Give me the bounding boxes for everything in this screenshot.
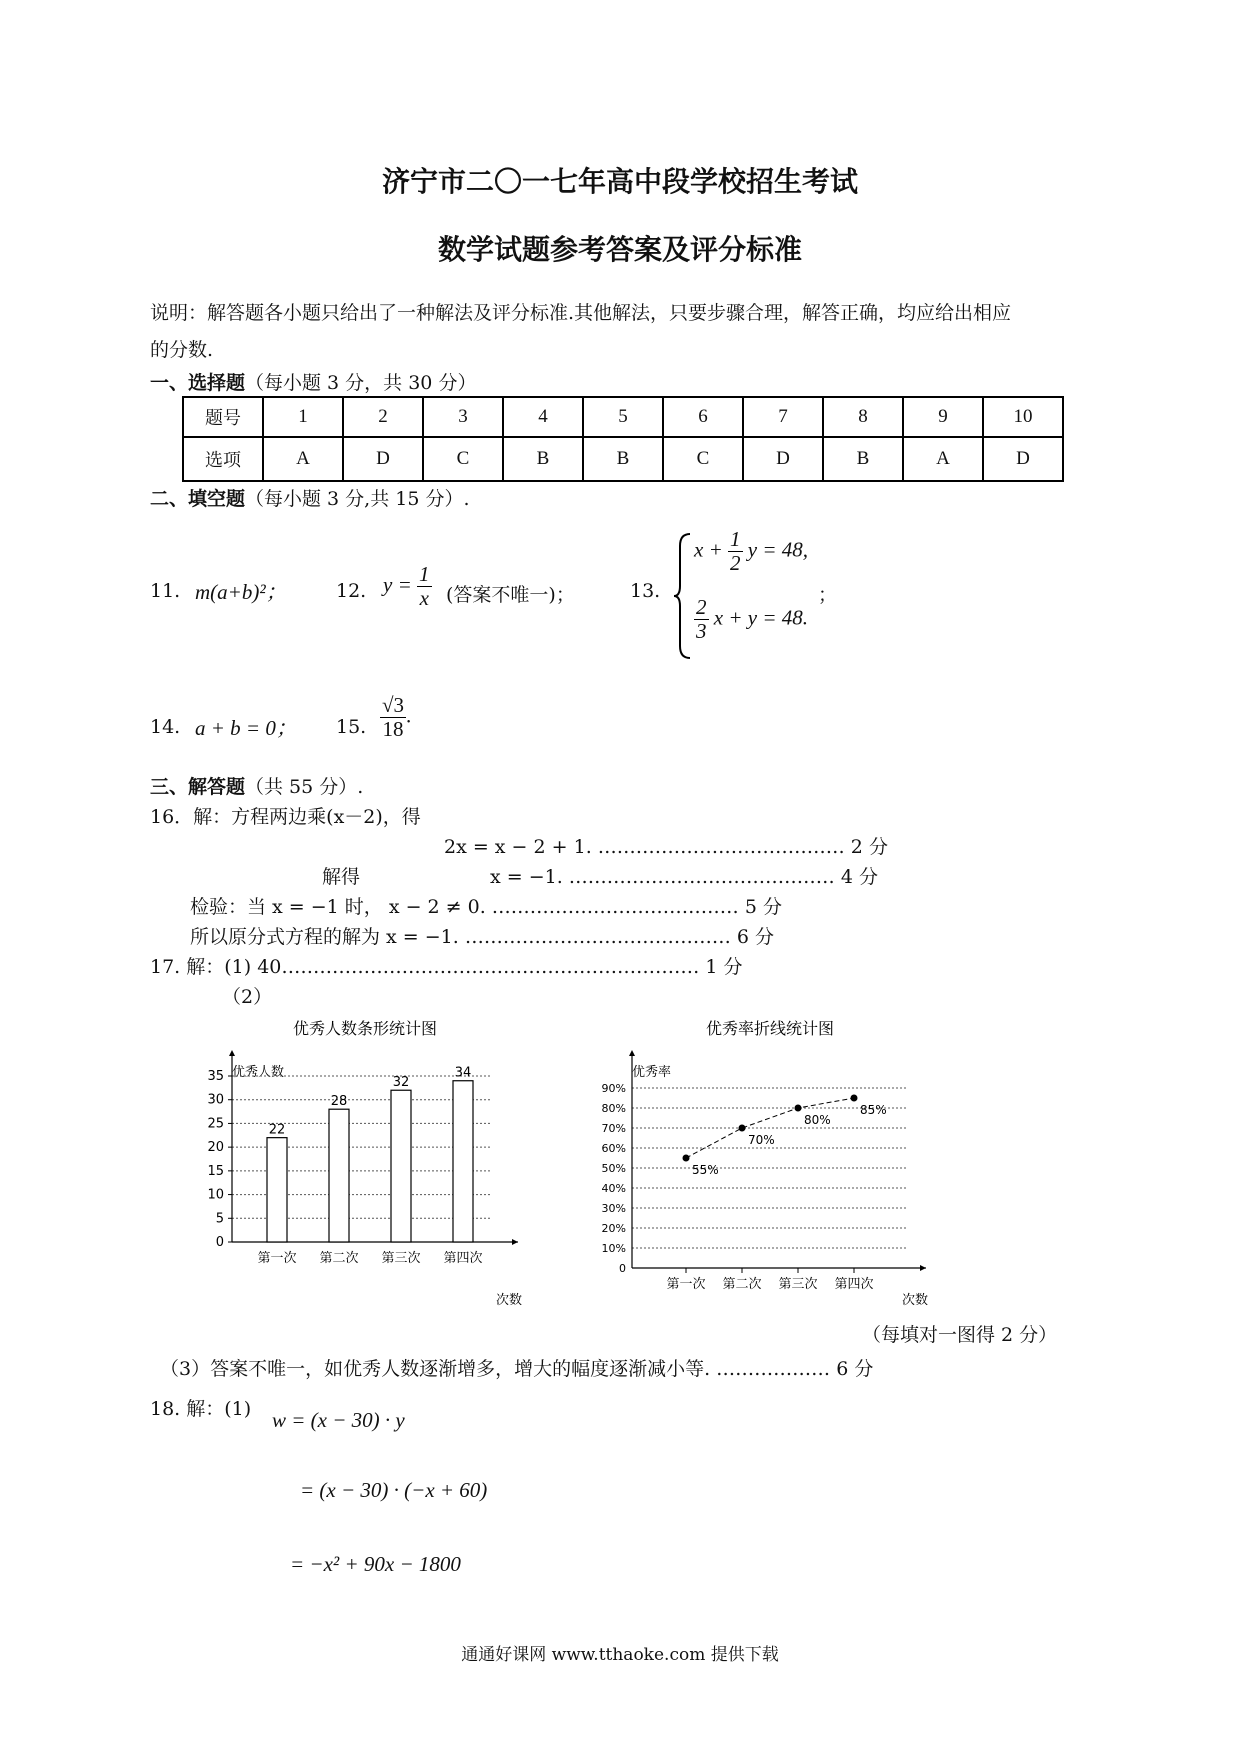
q18-expression-1: w = (x − 30) · y xyxy=(272,1408,405,1432)
q15-end: . xyxy=(406,703,412,728)
q11-number: 11. xyxy=(150,580,181,602)
q15-denominator: 18 xyxy=(382,717,404,742)
section-1-heading xyxy=(150,368,476,395)
bar-chart-category-label: 第一次 xyxy=(257,1251,297,1266)
answer-table-row-numbers xyxy=(183,397,1063,437)
answer-option: D xyxy=(343,437,423,481)
q12-lhs: y = xyxy=(383,572,412,597)
bar-chart-title: 优秀人数条形统计图 xyxy=(292,1019,438,1038)
bar-chart-ytick-label: 20 xyxy=(207,1140,224,1156)
section-1-title: 一、选择题 xyxy=(150,372,246,394)
section-3-subtitle: （共 55 分）. xyxy=(245,776,364,798)
line-chart-data-label: 55% xyxy=(692,1163,719,1177)
answer-option: B xyxy=(583,437,663,481)
line-chart-xlabel: 次数 xyxy=(901,1293,928,1308)
q16-line-3: x = −1. …………………………………… 4 分 xyxy=(490,866,878,888)
q13-end: ； xyxy=(818,584,838,606)
q14-answer: a + b = 0； xyxy=(195,716,297,740)
q16-line-1: 16．解：方程两边乘(x－2)，得 xyxy=(150,806,421,828)
section-3-title: 三、解答题 xyxy=(150,776,246,798)
q13-eq2-numerator: 2 xyxy=(696,595,707,619)
q12-answer xyxy=(383,563,432,610)
q18-expression-2: = (x − 30) · (−x + 60) xyxy=(300,1478,488,1502)
line-chart-ytick-label: 10% xyxy=(601,1242,626,1255)
bar-chart-ytick-label: 25 xyxy=(207,1116,224,1132)
q12-note: (答案不唯一)； xyxy=(446,584,575,606)
line-chart-category-label: 第二次 xyxy=(722,1277,762,1292)
bar-chart-ylabel: 优秀人数 xyxy=(232,1065,285,1080)
bar-chart-ytick-label: 30 xyxy=(207,1092,224,1108)
answer-option: B xyxy=(823,437,903,481)
answer-option: B xyxy=(503,437,583,481)
bar-chart-data-label: 34 xyxy=(454,1065,472,1081)
section-3-heading xyxy=(150,772,363,799)
line-chart-ytick-label: 70% xyxy=(601,1122,626,1135)
question-number: 1 xyxy=(263,397,343,437)
row-label-option: 选项 xyxy=(183,437,263,481)
q17-line-2: （2） xyxy=(222,986,273,1008)
bar-chart-category-label: 第三次 xyxy=(381,1251,421,1266)
bar-chart-ytick-label: 5 xyxy=(215,1211,224,1227)
page-subtitle: 数学试题参考答案及评分标准 xyxy=(437,233,802,266)
section-2-subtitle: （每小题 3 分,共 15 分）. xyxy=(245,488,470,510)
note-line-2: 的分数. xyxy=(150,339,214,361)
question-number: 3 xyxy=(423,397,503,437)
footer-text: 通通好课网 www.tthaoke.com 提供下载 xyxy=(461,1645,779,1665)
q12-number: 12. xyxy=(336,580,367,602)
q16-line-5: 所以原分式方程的解为 x = −1. …………………………………… 6 分 xyxy=(190,926,775,948)
answer-option: D xyxy=(983,437,1063,481)
q13-number: 13. xyxy=(630,580,661,602)
line-chart-ytick-label: 0 xyxy=(619,1262,626,1275)
question-number: 5 xyxy=(583,397,663,437)
question-number: 7 xyxy=(743,397,823,437)
page-title: 济宁市二〇一七年高中段学校招生考试 xyxy=(381,165,858,198)
q13-eq2-denominator: 3 xyxy=(696,619,707,644)
line-chart-category-label: 第一次 xyxy=(666,1277,706,1292)
question-number: 10 xyxy=(983,397,1063,437)
q14-number: 14. xyxy=(150,716,181,738)
q12-denominator: x xyxy=(419,586,429,611)
q17-line-1: 17. 解：(1) 40………………………………………………………… 1 分 xyxy=(150,956,743,978)
question-number: 2 xyxy=(343,397,423,437)
line-chart-ytick-label: 90% xyxy=(601,1082,626,1095)
bar-chart-bar xyxy=(391,1090,411,1242)
row-label-number: 题号 xyxy=(183,397,263,437)
q13-eq2-fraction xyxy=(694,596,709,643)
bar-chart-data-label: 32 xyxy=(392,1075,410,1091)
answer-table xyxy=(182,396,1064,482)
line-chart-xaxis-arrow xyxy=(920,1265,926,1271)
line-chart-title: 优秀率折线统计图 xyxy=(705,1019,835,1038)
line-chart-ytick-label: 60% xyxy=(601,1142,626,1155)
q11-answer: m(a+b)²； xyxy=(195,580,287,604)
question-number: 8 xyxy=(823,397,903,437)
q16-line-3-label: 解得 xyxy=(322,866,361,888)
q15-answer xyxy=(380,694,411,741)
bar-chart-xlabel: 次数 xyxy=(495,1293,522,1308)
line-chart-ylabel: 优秀率 xyxy=(632,1065,672,1080)
bar-chart-bar xyxy=(329,1109,349,1242)
line-chart-data-label: 80% xyxy=(804,1113,831,1127)
bar-chart-data-label: 22 xyxy=(268,1122,286,1138)
q12-fraction xyxy=(417,563,432,610)
q18-expression-3: = −x² + 90x − 1800 xyxy=(290,1552,461,1576)
bar-chart xyxy=(200,1012,540,1312)
line-chart-point xyxy=(851,1095,858,1102)
bar-chart-bar xyxy=(453,1081,473,1242)
q13-equation-1 xyxy=(694,528,808,575)
bar-chart-ytick-label: 0 xyxy=(215,1235,224,1250)
q16-line-2: 2x = x − 2 + 1. ………………………………… 2 分 xyxy=(444,836,888,858)
line-chart-point xyxy=(683,1155,690,1162)
answer-option: A xyxy=(903,437,983,481)
q13-eq2-b: x + y = 48. xyxy=(713,605,808,630)
line-chart-ytick-label: 40% xyxy=(601,1182,626,1195)
bar-chart-yaxis-arrow xyxy=(229,1050,235,1056)
answer-option: D xyxy=(743,437,823,481)
bar-chart-data-label: 28 xyxy=(330,1094,348,1110)
q16-line-4: 检验：当 x = −1 时， x − 2 ≠ 0. ………………………………… 5 分 xyxy=(190,896,782,918)
line-chart-data-label: 70% xyxy=(748,1133,775,1147)
bar-chart-category-label: 第二次 xyxy=(319,1251,359,1266)
line-chart-ytick-label: 50% xyxy=(601,1162,626,1175)
q13-brace xyxy=(672,532,694,660)
line-chart-ytick-label: 30% xyxy=(601,1202,626,1215)
q13-equation-2 xyxy=(694,596,808,643)
bar-chart-xaxis-arrow xyxy=(512,1239,518,1245)
q13-eq1-denominator: 2 xyxy=(730,551,741,576)
q15-fraction xyxy=(380,694,406,741)
question-number: 9 xyxy=(903,397,983,437)
line-chart-point xyxy=(795,1105,802,1112)
line-chart-data-label: 85% xyxy=(860,1103,887,1117)
line-chart-category-label: 第四次 xyxy=(834,1277,874,1292)
question-number: 6 xyxy=(663,397,743,437)
note-line-1: 说明：解答题各小题只给出了一种解法及评分标准.其他解法，只要步骤合理，解答正确，均应给出相应 xyxy=(150,302,1012,324)
question-number: 4 xyxy=(503,397,583,437)
bar-chart-category-label: 第四次 xyxy=(443,1251,483,1266)
line-chart-category-label: 第三次 xyxy=(778,1277,818,1292)
q13-eq1-b: y = 48, xyxy=(747,537,808,562)
bar-chart-bar xyxy=(267,1138,287,1242)
q17-line-4: （3）答案不唯一，如优秀人数逐渐增多，增大的幅度逐渐减小等. ……………… 6 分 xyxy=(160,1358,874,1380)
answer-option: C xyxy=(423,437,503,481)
section-2-heading xyxy=(150,484,470,511)
answer-option: C xyxy=(663,437,743,481)
q13-eq1-numerator: 1 xyxy=(730,527,741,551)
q13-eq1-fraction xyxy=(728,528,743,575)
q15-numerator: √3 xyxy=(382,693,405,717)
section-1-subtitle: （每小题 3 分，共 30 分） xyxy=(245,372,477,394)
q13-eq1-a: x + xyxy=(694,537,723,562)
bar-chart-ytick-label: 35 xyxy=(207,1069,224,1084)
q18-line-1: 18. 解：(1) xyxy=(150,1398,252,1420)
answer-option: A xyxy=(263,437,343,481)
line-chart-point xyxy=(739,1125,746,1132)
line-chart-ytick-label: 20% xyxy=(601,1222,626,1235)
section-2-title: 二、填空题 xyxy=(150,488,246,510)
answer-table-row-options xyxy=(183,437,1063,481)
bar-chart-ytick-label: 15 xyxy=(207,1163,224,1179)
bar-chart-ytick-label: 10 xyxy=(207,1187,224,1203)
line-chart xyxy=(590,1012,940,1312)
q12-numerator: 1 xyxy=(419,562,430,586)
line-chart-yaxis-arrow xyxy=(629,1050,635,1056)
q17-line-3: （每填对一图得 2 分） xyxy=(862,1324,1058,1346)
line-chart-ytick-label: 80% xyxy=(601,1102,626,1115)
q15-number: 15. xyxy=(336,716,367,738)
